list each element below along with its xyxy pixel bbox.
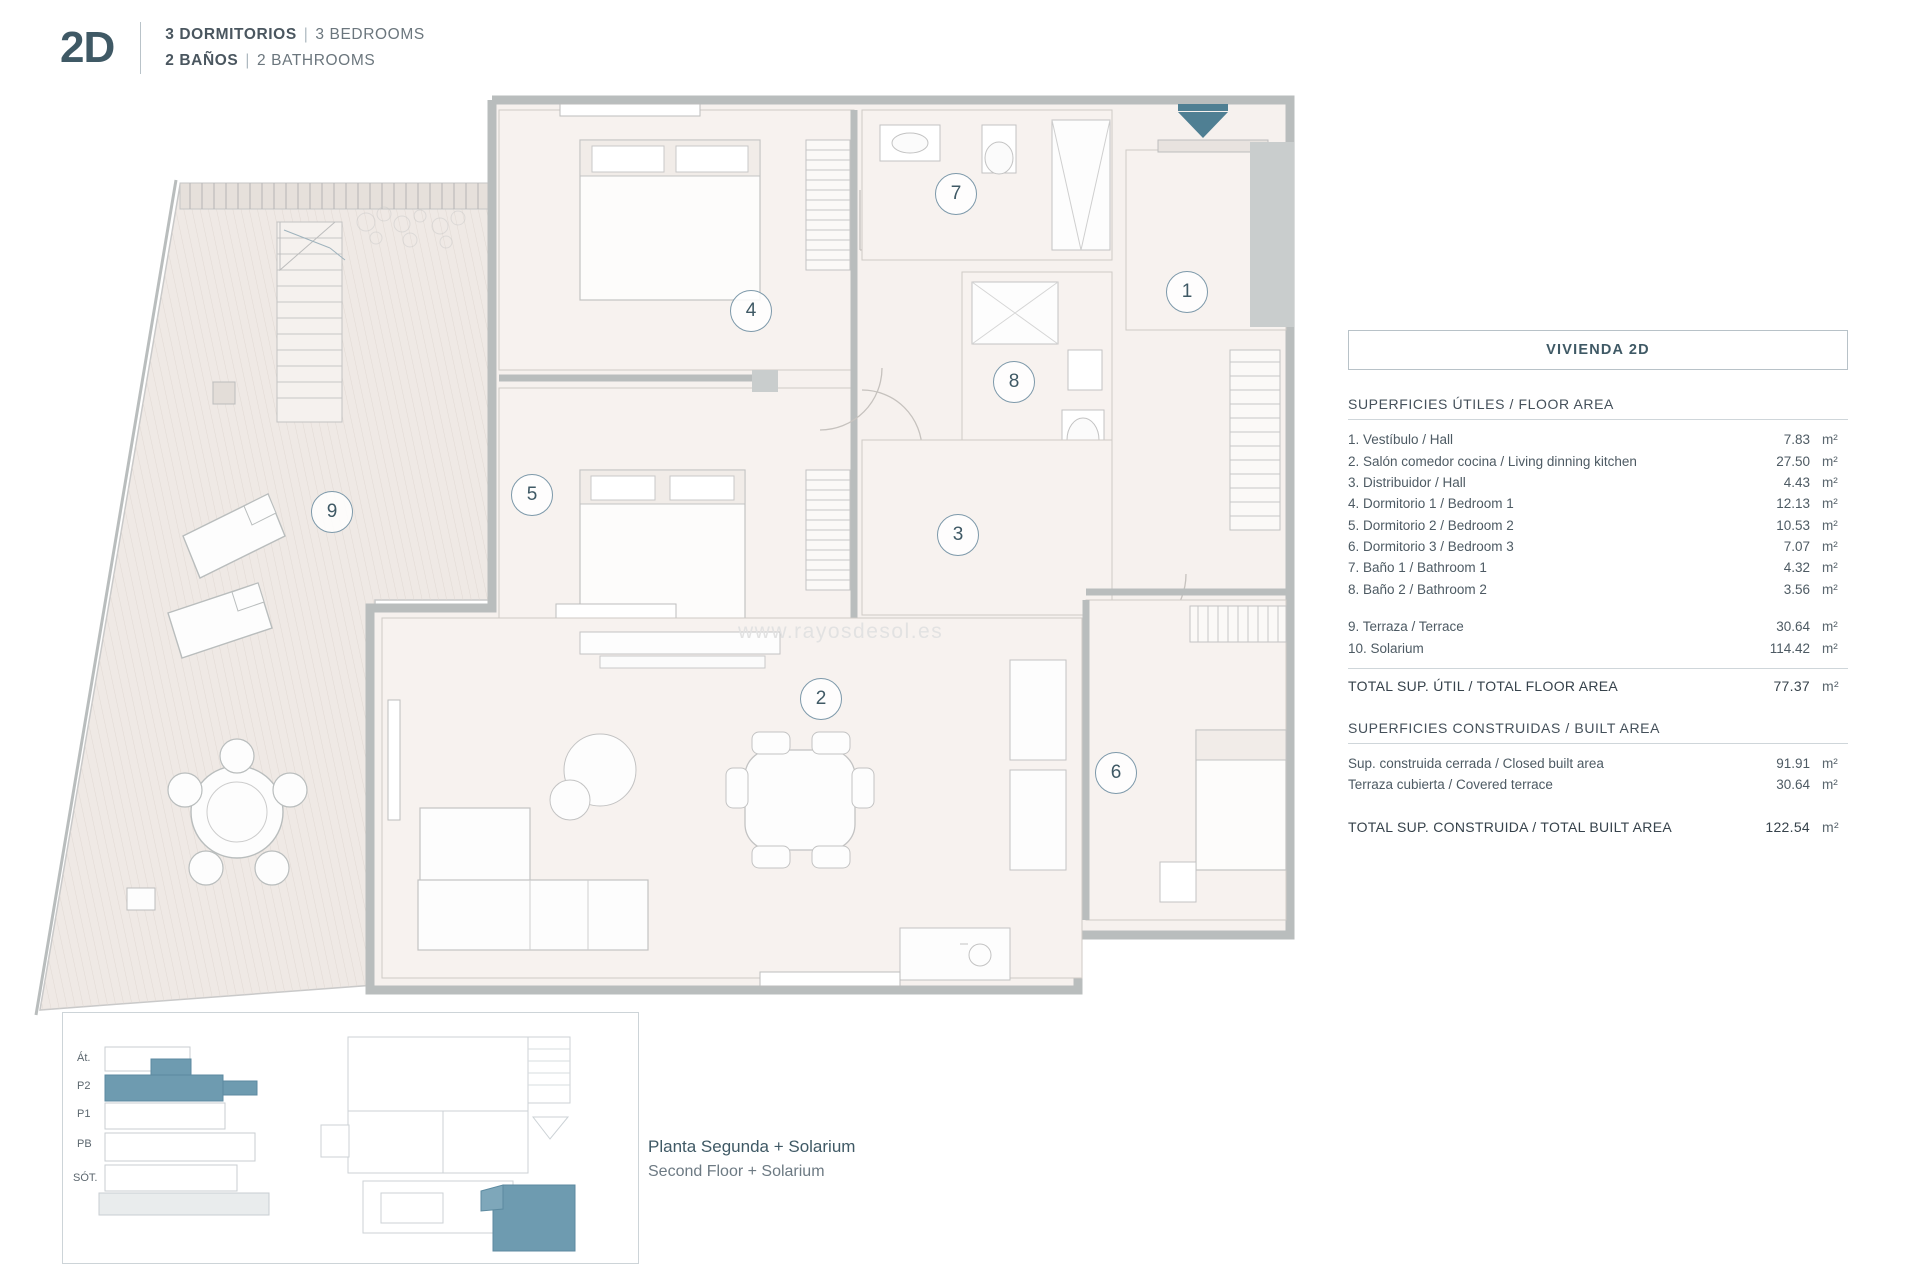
- area-value: 30.64: [1776, 777, 1810, 793]
- entrance-hall: [1126, 140, 1294, 330]
- area-label: 5. Dormitorio 2 / Bedroom 2: [1348, 517, 1514, 533]
- area-unit: m²: [1822, 517, 1838, 533]
- outdoor-area-list: [1348, 616, 1848, 659]
- area-row: [1348, 579, 1848, 600]
- highlighted-unit-siteplan: [481, 1185, 575, 1251]
- area-unit: m²: [1822, 677, 1839, 694]
- area-unit: m²: [1822, 818, 1839, 835]
- area-value: 7.07: [1783, 539, 1810, 555]
- bedrooms-es: 3 DORMITORIOS: [165, 26, 297, 43]
- floor-caption: [648, 1135, 855, 1183]
- total-built-area-label: TOTAL SUP. CONSTRUIDA / TOTAL BUILT AREA: [1348, 818, 1672, 835]
- room-tag-3: [937, 514, 979, 556]
- room-tag-label: 9: [326, 501, 338, 522]
- room-tag-label: 2: [815, 688, 827, 709]
- distributor-hall: [862, 440, 1112, 615]
- section-spacer: [1348, 704, 1848, 720]
- floor-caption-en: Second Floor + Solarium: [648, 1162, 825, 1180]
- area-label: 10. Solarium: [1348, 640, 1424, 656]
- area-value: 4.43: [1783, 474, 1810, 490]
- keymap-panel: [62, 1012, 639, 1264]
- room-tag-label: 4: [745, 300, 757, 321]
- area-label: 2. Salón comedor cocina / Living dinning kitchen: [1348, 453, 1637, 469]
- area-label: Terraza cubierta / Covered terrace: [1348, 777, 1553, 793]
- area-unit: m²: [1822, 560, 1838, 576]
- area-row: [1348, 753, 1848, 774]
- level-label-sotano: SÓT.: [73, 1172, 98, 1184]
- area-label: 8. Baño 2 / Bathroom 2: [1348, 581, 1487, 597]
- area-label: 4. Dormitorio 1 / Bedroom 1: [1348, 496, 1514, 512]
- level-label-p2: P2: [77, 1080, 91, 1092]
- keymap-diagram: [63, 1013, 638, 1263]
- level-label-pb: PB: [77, 1138, 92, 1150]
- pergola-slats: [180, 183, 500, 209]
- room-tag-label: 7: [950, 183, 962, 204]
- area-unit: m²: [1822, 496, 1838, 512]
- area-value: 91.91: [1776, 755, 1810, 771]
- area-row: [1348, 637, 1848, 658]
- area-row: [1348, 450, 1848, 471]
- area-label: Sup. construida cerrada / Closed built area: [1348, 755, 1604, 771]
- room-tag-label: 6: [1110, 762, 1122, 783]
- room-tag-2: [800, 678, 842, 720]
- room-tag-label: 1: [1181, 281, 1193, 302]
- bathrooms-es: 2 BAÑOS: [165, 52, 239, 69]
- total-built-area-row: [1348, 810, 1848, 845]
- area-label: 7. Baño 1 / Bathroom 1: [1348, 560, 1487, 576]
- room-tag-8: [993, 361, 1035, 403]
- floor-area-heading: SUPERFICIES ÚTILES / FLOOR AREA: [1348, 396, 1848, 420]
- area-unit: m²: [1822, 474, 1838, 490]
- area-row: [1348, 515, 1848, 536]
- room-tag-label: 8: [1008, 371, 1020, 392]
- area-label: 6. Dormitorio 3 / Bedroom 3: [1348, 539, 1514, 555]
- staircase: [277, 222, 345, 422]
- bedrooms-en: 3 BEDROOMS: [315, 26, 425, 43]
- built-area-heading: SUPERFICIES CONSTRUIDAS / BUILT AREA: [1348, 720, 1848, 744]
- area-row: [1348, 493, 1848, 514]
- area-value: 30.64: [1776, 619, 1810, 635]
- unit-title: VIVIENDA 2D: [1546, 342, 1650, 358]
- area-value: 12.13: [1776, 496, 1810, 512]
- total-floor-area-row: [1348, 668, 1848, 704]
- room-tag-label: 3: [952, 524, 964, 545]
- room-tag-1: [1166, 271, 1208, 313]
- window-slats-right: [1230, 350, 1280, 530]
- floor-caption-es: Planta Segunda + Solarium: [648, 1137, 856, 1156]
- area-row: [1348, 536, 1848, 557]
- bedroom-1: [499, 104, 854, 370]
- area-unit: m²: [1822, 640, 1838, 656]
- info-panel: [1348, 330, 1848, 845]
- area-label: 1. Vestíbulo / Hall: [1348, 432, 1454, 448]
- area-row: [1348, 616, 1848, 637]
- area-unit: m²: [1822, 777, 1838, 793]
- room-tag-5: [511, 474, 553, 516]
- built-area-list: [1348, 753, 1848, 796]
- level-label-atico: Át.: [77, 1052, 91, 1064]
- separator-icon: |: [245, 52, 250, 69]
- bedroom-2: [499, 388, 854, 625]
- area-value: 27.50: [1776, 453, 1810, 469]
- room-tag-4: [730, 290, 772, 332]
- area-value: 114.42: [1769, 640, 1810, 656]
- area-value: 10.53: [1776, 517, 1810, 533]
- area-unit: m²: [1822, 755, 1838, 771]
- area-value: 7.83: [1783, 432, 1810, 448]
- area-row: [1348, 429, 1848, 450]
- room-tag-9: [311, 491, 353, 533]
- bathroom-1: [862, 110, 1112, 260]
- room-tag-7: [935, 173, 977, 215]
- total-floor-area-value: 77.37: [1773, 677, 1810, 694]
- area-unit: m²: [1822, 539, 1838, 555]
- total-built-area-value: 122.54: [1765, 818, 1810, 835]
- area-unit: m²: [1822, 453, 1838, 469]
- area-unit: m²: [1822, 581, 1838, 597]
- area-value: 3.56: [1783, 581, 1810, 597]
- separator-icon: |: [303, 26, 309, 43]
- room-tag-6: [1095, 752, 1137, 794]
- area-unit: m²: [1822, 432, 1838, 448]
- floor-area-list: [1348, 429, 1848, 600]
- page-title: 2D: [60, 23, 115, 72]
- area-row: [1348, 557, 1848, 578]
- unit-title-box: [1348, 330, 1848, 370]
- area-label: 9. Terraza / Terrace: [1348, 619, 1464, 635]
- watermark: www.rayosdesol.es: [738, 620, 944, 643]
- area-unit: m²: [1822, 619, 1838, 635]
- room-tag-label: 5: [526, 484, 538, 505]
- area-label: 3. Distribuidor / Hall: [1348, 474, 1466, 490]
- area-row: [1348, 774, 1848, 795]
- living-dining-kitchen: [382, 618, 1082, 986]
- level-label-p1: P1: [77, 1108, 91, 1120]
- total-floor-area-label: TOTAL SUP. ÚTIL / TOTAL FLOOR AREA: [1348, 677, 1619, 694]
- area-row: [1348, 472, 1848, 493]
- area-value: 4.32: [1783, 560, 1810, 576]
- list-spacer: [1348, 600, 1848, 616]
- bathrooms-en: 2 BATHROOMS: [257, 52, 376, 69]
